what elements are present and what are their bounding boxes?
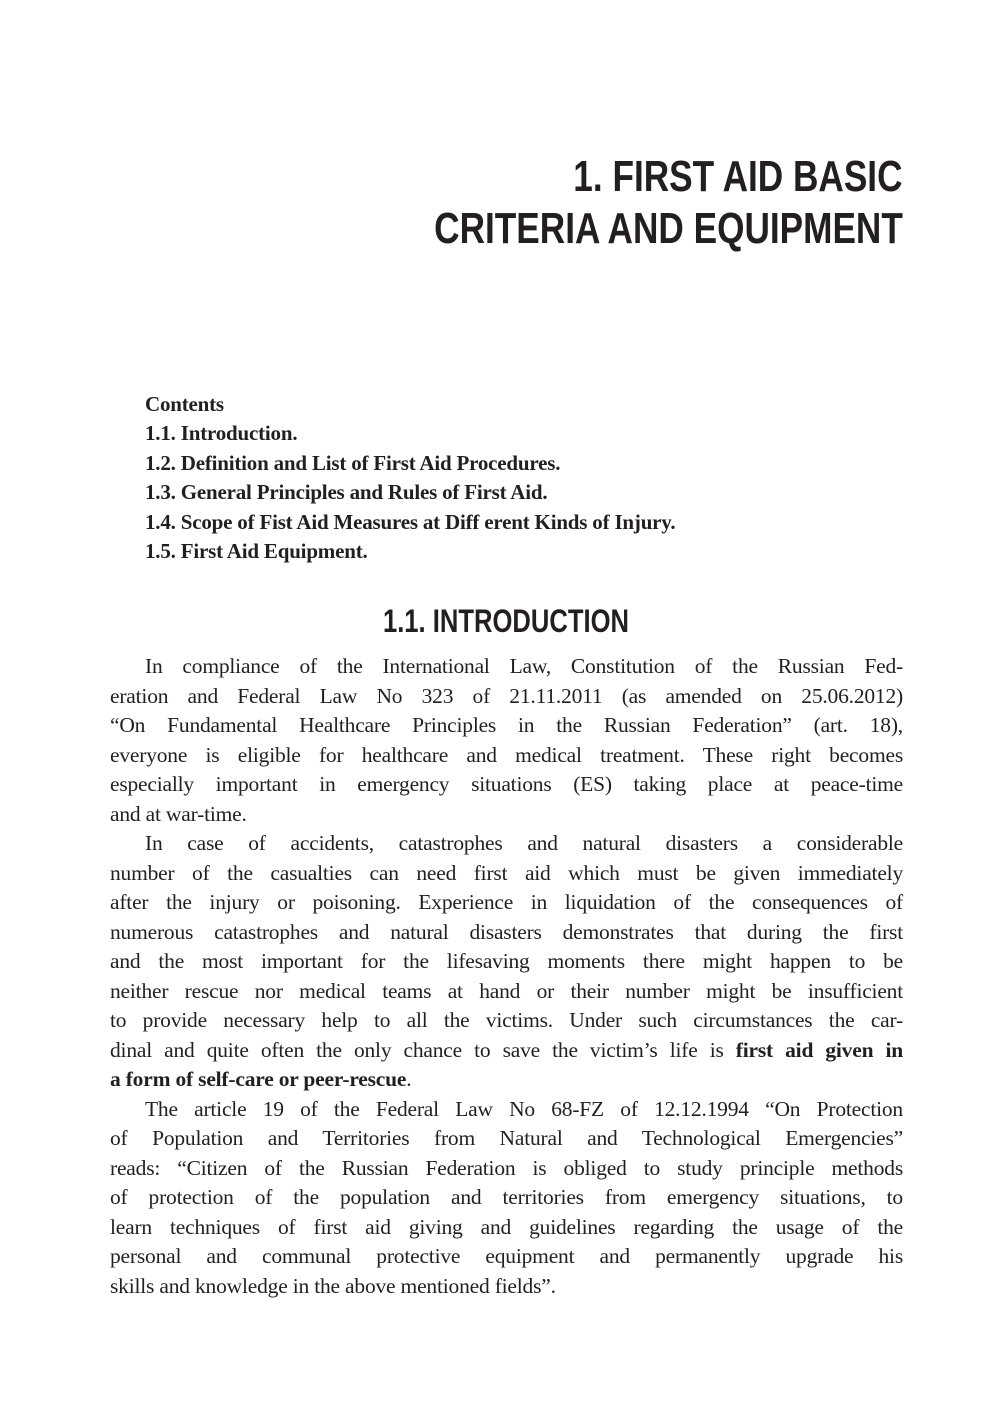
emphasis-text: first aid given in — [735, 1037, 903, 1062]
text-line: personal and communal protective equipment and permanently upgrade his — [110, 1244, 903, 1268]
body-text — [110, 652, 903, 1301]
text-line: reads: “Citizen of the Russian Federation is obliged to study principle methods — [110, 1155, 903, 1180]
text-line: especially important in emergency situations (ES) taking place at peace-time — [110, 772, 903, 796]
text-line: “On Fundamental Healthcare Principles in the Russian Federation” (art. 18), — [110, 713, 903, 737]
text-line: to provide necessary help to all the victims. Under such circumstances the car- — [110, 1008, 903, 1032]
table-of-contents — [145, 390, 675, 566]
text-line: everyone is eligible for healthcare and medical treatment. These right becomes — [110, 742, 903, 767]
paragraph-1 — [110, 652, 903, 829]
text-run: dinal and quite often the only chance to save the victim’s life is — [110, 1037, 736, 1062]
text-run: . — [406, 1067, 412, 1091]
paragraph-3 — [110, 1095, 903, 1302]
text-line: In compliance of the International Law, Constitution of the Russian Fed- — [145, 654, 903, 678]
text-line: skills and knowledge in the above mentioned fields”. — [110, 1273, 556, 1298]
text-line: and the most important for the lifesaving moments there might happen to be — [110, 949, 903, 973]
contents-heading: Contents — [145, 392, 224, 416]
emphasis-text: a form of self-care or peer-rescue — [110, 1067, 407, 1091]
text-line — [110, 1065, 903, 1095]
contents-item: 1.2. Definition and List of First Aid Procedures. — [145, 450, 561, 475]
contents-item: 1.1. Introduction. — [145, 421, 298, 446]
text-line: In case of accidents, catastrophes and natural disasters a considerable — [145, 831, 903, 855]
chapter-title-line-1: 1. FIRST AID BASIC — [573, 152, 903, 201]
text-line: after the injury or poisoning. Experience in liquidation of the consequences of — [110, 890, 903, 914]
contents-item: 1.5. First Aid Equipment. — [145, 539, 368, 564]
text-line — [110, 1036, 903, 1066]
paragraph-2 — [110, 829, 903, 1095]
text-line: and at war-time. — [110, 801, 247, 826]
text-line: eration and Federal Law No 323 of 21.11.2011 (as amended on 25.06.2012) — [110, 683, 903, 708]
text-line: of Population and Territories from Natural and Technological Emergencies” — [110, 1126, 903, 1150]
text-line: of protection of the population and territories from emergency situations, to — [110, 1185, 903, 1209]
contents-item: 1.3. General Principles and Rules of First Aid. — [145, 480, 548, 505]
text-line: The article 19 of the Federal Law No 68-FZ of 12.12.1994 “On Protection — [145, 1096, 903, 1121]
text-line: neither rescue nor medical teams at hand or their number might be insufficient — [110, 978, 903, 1003]
chapter-title-line-2: CRITERIA AND EQUIPMENT — [434, 204, 903, 253]
text-line: learn techniques of first aid giving and guidelines regarding the usage of the — [110, 1214, 903, 1239]
text-line: numerous catastrophes and natural disasters demonstrates that during the first — [110, 919, 903, 944]
text-line: number of the casualties can need first aid which must be given immediately — [110, 860, 903, 885]
section-title: 1.1. INTRODUCTION — [382, 603, 630, 639]
contents-item: 1.4. Scope of Fist Aid Measures at Diff erent Kinds of Injury. — [145, 509, 676, 534]
